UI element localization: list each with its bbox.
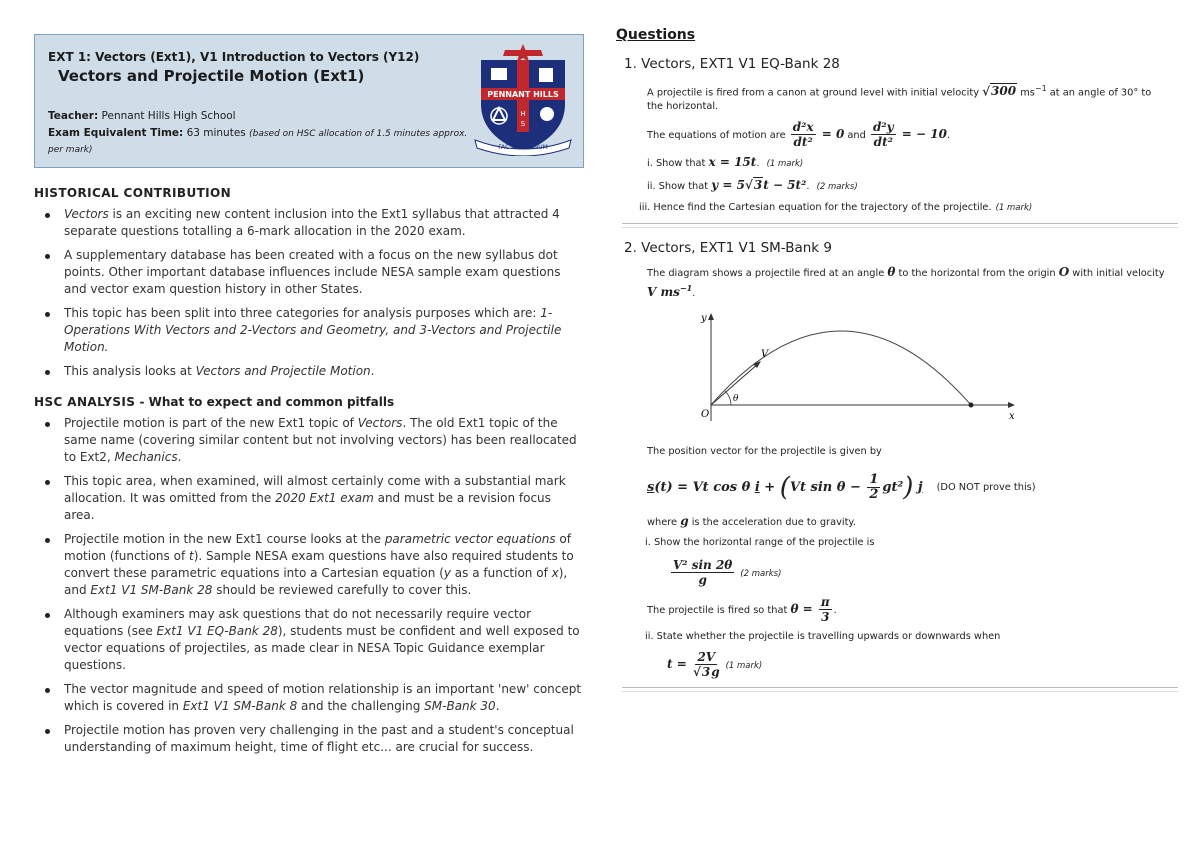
- origin-label: O: [701, 409, 710, 421]
- hsc-analysis-list: [34, 415, 584, 756]
- svg-text:PENNANT HILLS: PENNANT HILLS: [487, 90, 559, 99]
- angle-label: θ: [733, 394, 739, 405]
- q2-intro: The diagram shows a projectile fired at an angle θ to the horizontal from the origin O with initial velocity V $ms^{-1}$.: [647, 265, 1165, 300]
- question-2-body: [616, 265, 1168, 679]
- list-item: This topic area, when examined, will almost certainly come with a substantial mark allocation. It was omitted from the 2020 Ext1 exam and must be a revision focus area.: [64, 473, 584, 524]
- list-item: Although examiners may ask questions that do not necessarily require vector equations (see Ext1 V1 EQ-Bank 28), students must be confident and well exposed to vector equations of projectiles, as made clear in NESA Topic Guidance exemplar questions.: [64, 606, 584, 674]
- question-1-heading[interactable]: 1. Vectors, EXT1 V1 EQ-Bank 28: [624, 56, 840, 72]
- q1-part-iii: iii. Hence find the Cartesian equation for the trajectory of the projectile. (1 mark): [639, 202, 1033, 214]
- question-2-heading[interactable]: 2. Vectors, EXT1 V1 SM-Bank 9: [624, 240, 832, 257]
- y-axis-label: y: [701, 313, 707, 325]
- question-divider: [622, 223, 1178, 228]
- teacher-label: Teacher:: [48, 110, 99, 122]
- topic-breadcrumb: EXT 1: Vectors (Ext1), V1 Introduction to Vectors (Y12): [48, 50, 420, 64]
- q2-part-i: i. Show the horizontal range of the projectile is: [645, 537, 875, 549]
- historical-section: [34, 186, 584, 380]
- svg-text:S: S: [520, 120, 526, 128]
- exam-time-note: (based on HSC allocation of 1.5 minutes approx. per mark): [48, 129, 468, 155]
- historical-heading: HISTORICAL CONTRIBUTION: [34, 186, 232, 200]
- left-column: [34, 34, 584, 763]
- projectile-diagram: [675, 309, 1015, 431]
- q2-where: where g is the acceleration due to gravity.: [647, 514, 856, 529]
- historical-list: [34, 206, 584, 380]
- right-column: [616, 27, 1168, 692]
- exam-time-label: Exam Equivalent Time:: [48, 127, 184, 139]
- teacher-value: Pennant Hills High School: [101, 110, 236, 122]
- svg-text:FAC NISI BONUM: FAC NISI BONUM: [498, 144, 548, 151]
- list-item: Projectile motion has proven very challenging in the past and a student's conceptual understanding of maximum height, time of flight etc... are crucial for success.: [64, 722, 584, 756]
- q2-position-text: The position vector for the projectile is given by: [647, 446, 882, 458]
- q2-position-vector: s(t) = Vt cos θ i + (Vt sin θ − $\frac{1}{2}$ gt²) j (DO NOT prove this): [647, 472, 1036, 503]
- svg-text:H: H: [520, 110, 526, 118]
- list-item: This analysis looks at Vectors and Projectile Motion.: [64, 363, 584, 380]
- list-item: A supplementary database has been created with a focus on the new syllabus dot points. Other important database influences include NESA sample exam questions and vector exam question history in other States.: [64, 247, 584, 298]
- x-axis-label: x: [1009, 411, 1015, 423]
- q2-time-formula: t = $\frac{2V}{√3g}$ (1 mark): [667, 650, 763, 680]
- q1-part-ii: ii. Show that y = 5√3t − 5t². (2 marks): [647, 178, 858, 193]
- q1-equations: The equations of motion are $\frac{\text{d²x}}{\text{dt²}}$ = 0 and $\frac{\text{d²y}}{\text{dt²}}$ = − 10.: [647, 120, 951, 150]
- q2-part-ii: ii. State whether the projectile is travelling upwards or downwards when: [645, 631, 1001, 643]
- list-item: The vector magnitude and speed of motion relationship is an important 'new' concept which is covered in Ext1 V1 SM-Bank 8 and the challenging SM-Bank 30.: [64, 681, 584, 715]
- q2-fired-at: The projectile is fired so that θ = $\frac{\pi}{3}$ .: [647, 595, 837, 625]
- exam-time-value: 63 minutes: [186, 127, 246, 139]
- list-item: This topic has been split into three categories for analysis purposes which are: 1-Operations With Vectors and 2-Vectors and Geometry, and 3-Vectors and Projectile Motion.: [64, 305, 584, 356]
- questions-title: Questions: [616, 27, 696, 43]
- list-item: Projectile motion in the new Ext1 course looks at the parametric vector equations of motion (functions of t). Sample NESA exam questions have also required students to convert these parametric equations into a Cartesian equation (y as a function of x), and Ext1 V1 SM-Bank 28 should be reviewed carefully to cover this.: [64, 531, 584, 599]
- exam-time-line: [48, 126, 468, 158]
- school-crest-logo: [473, 44, 573, 156]
- list-item: Vectors is an exciting new content inclusion into the Ext1 syllabus that attracted 4 separate questions totalling a 6-mark allocation in the 2020 exam.: [64, 206, 584, 240]
- question-1-body: [616, 82, 1168, 215]
- hsc-analysis-heading: HSC ANALYSIS - What to expect and common pitfalls: [34, 395, 395, 409]
- q2-range-formula: $\frac{\text{V² sin 2θ}}{g}$ (2 marks): [673, 558, 782, 588]
- hsc-analysis-section: [34, 395, 584, 756]
- page-title: Vectors and Projectile Motion (Ext1): [58, 67, 365, 85]
- list-item: Projectile motion is part of the new Ext1 topic of Vectors. The old Ext1 topic of the same name (covering similar content but not involving vectors) has been reallocated to Ext2, Mechanics.: [64, 415, 584, 466]
- topic-header-box: [34, 34, 584, 168]
- question-divider: [622, 687, 1178, 692]
- velocity-label: V: [761, 349, 769, 361]
- q1-intro: A projectile is fired from a canon at ground level with initial velocity √300 $ms^{-1}$ at an angle of 30° to the horizontal.: [647, 84, 1152, 113]
- q1-part-i: i. Show that x = 15t. (1 mark): [647, 155, 804, 170]
